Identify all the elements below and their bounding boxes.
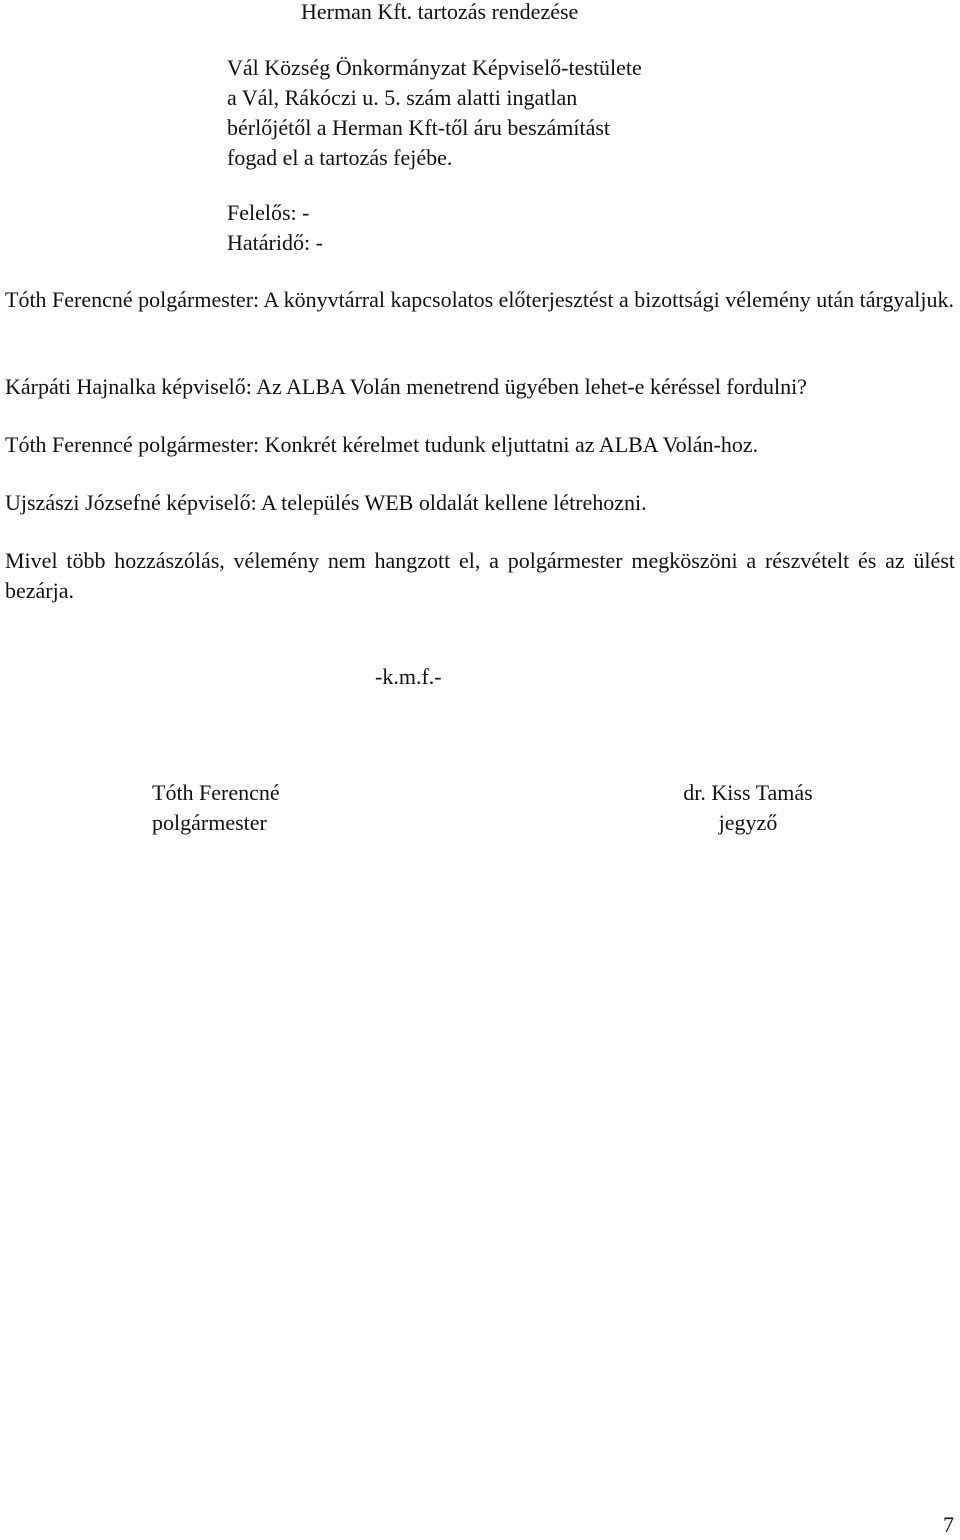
paragraph-bus-question: Kárpáti Hajnalka képviselő: Az ALBA Volán menetrend ügyében lehet-e kéréssel fordulni? <box>5 374 807 399</box>
signature-right <box>660 778 836 838</box>
paragraph-closing: Mivel több hozzászólás, vélemény nem hangzott el, a polgármester megköszöni a részvételt és az ülést bezárja. <box>5 548 955 603</box>
resolution-line: a Vál, Rákóczi u. 5. szám alatti ingatlan <box>227 85 578 110</box>
paragraph-web: Ujszászi Józsefné képviselő: A település WEB oldalát kellene létrehozni. <box>5 490 647 515</box>
signature-name: dr. Kiss Tamás <box>683 780 813 805</box>
resolution-line: Vál Község Önkormányzat Képviselő-testülete <box>227 55 642 80</box>
signature-title: polgármester <box>152 810 267 835</box>
resolution-line: bérlőjétől a Herman Kft-től áru beszámítást <box>227 115 611 140</box>
resolution-text <box>227 53 642 173</box>
signature-left <box>152 778 280 838</box>
signature-name: Tóth Ferencné <box>152 780 280 805</box>
signature-title: jegyző <box>718 810 778 835</box>
deadline-line: Határidő: - <box>227 230 323 255</box>
section-heading: Herman Kft. tartozás rendezése <box>301 0 579 24</box>
responsible-line: Felelős: - <box>227 200 310 225</box>
resolution-line: fogad el a tartozás fejébe. <box>227 145 453 170</box>
paragraph-library: Tóth Ferencné polgármester: A könyvtárral kapcsolatos előterjesztést a bizottsági vélemény után tárgyaljuk. <box>5 287 954 312</box>
resolution-meta <box>227 198 323 258</box>
kmf-mark: -k.m.f.- <box>375 664 442 689</box>
page-number: 7 <box>943 1512 954 1537</box>
paragraph-bus-answer: Tóth Ferenncé polgármester: Konkrét kérelmet tudunk eljuttatni az ALBA Volán-hoz. <box>5 432 759 457</box>
